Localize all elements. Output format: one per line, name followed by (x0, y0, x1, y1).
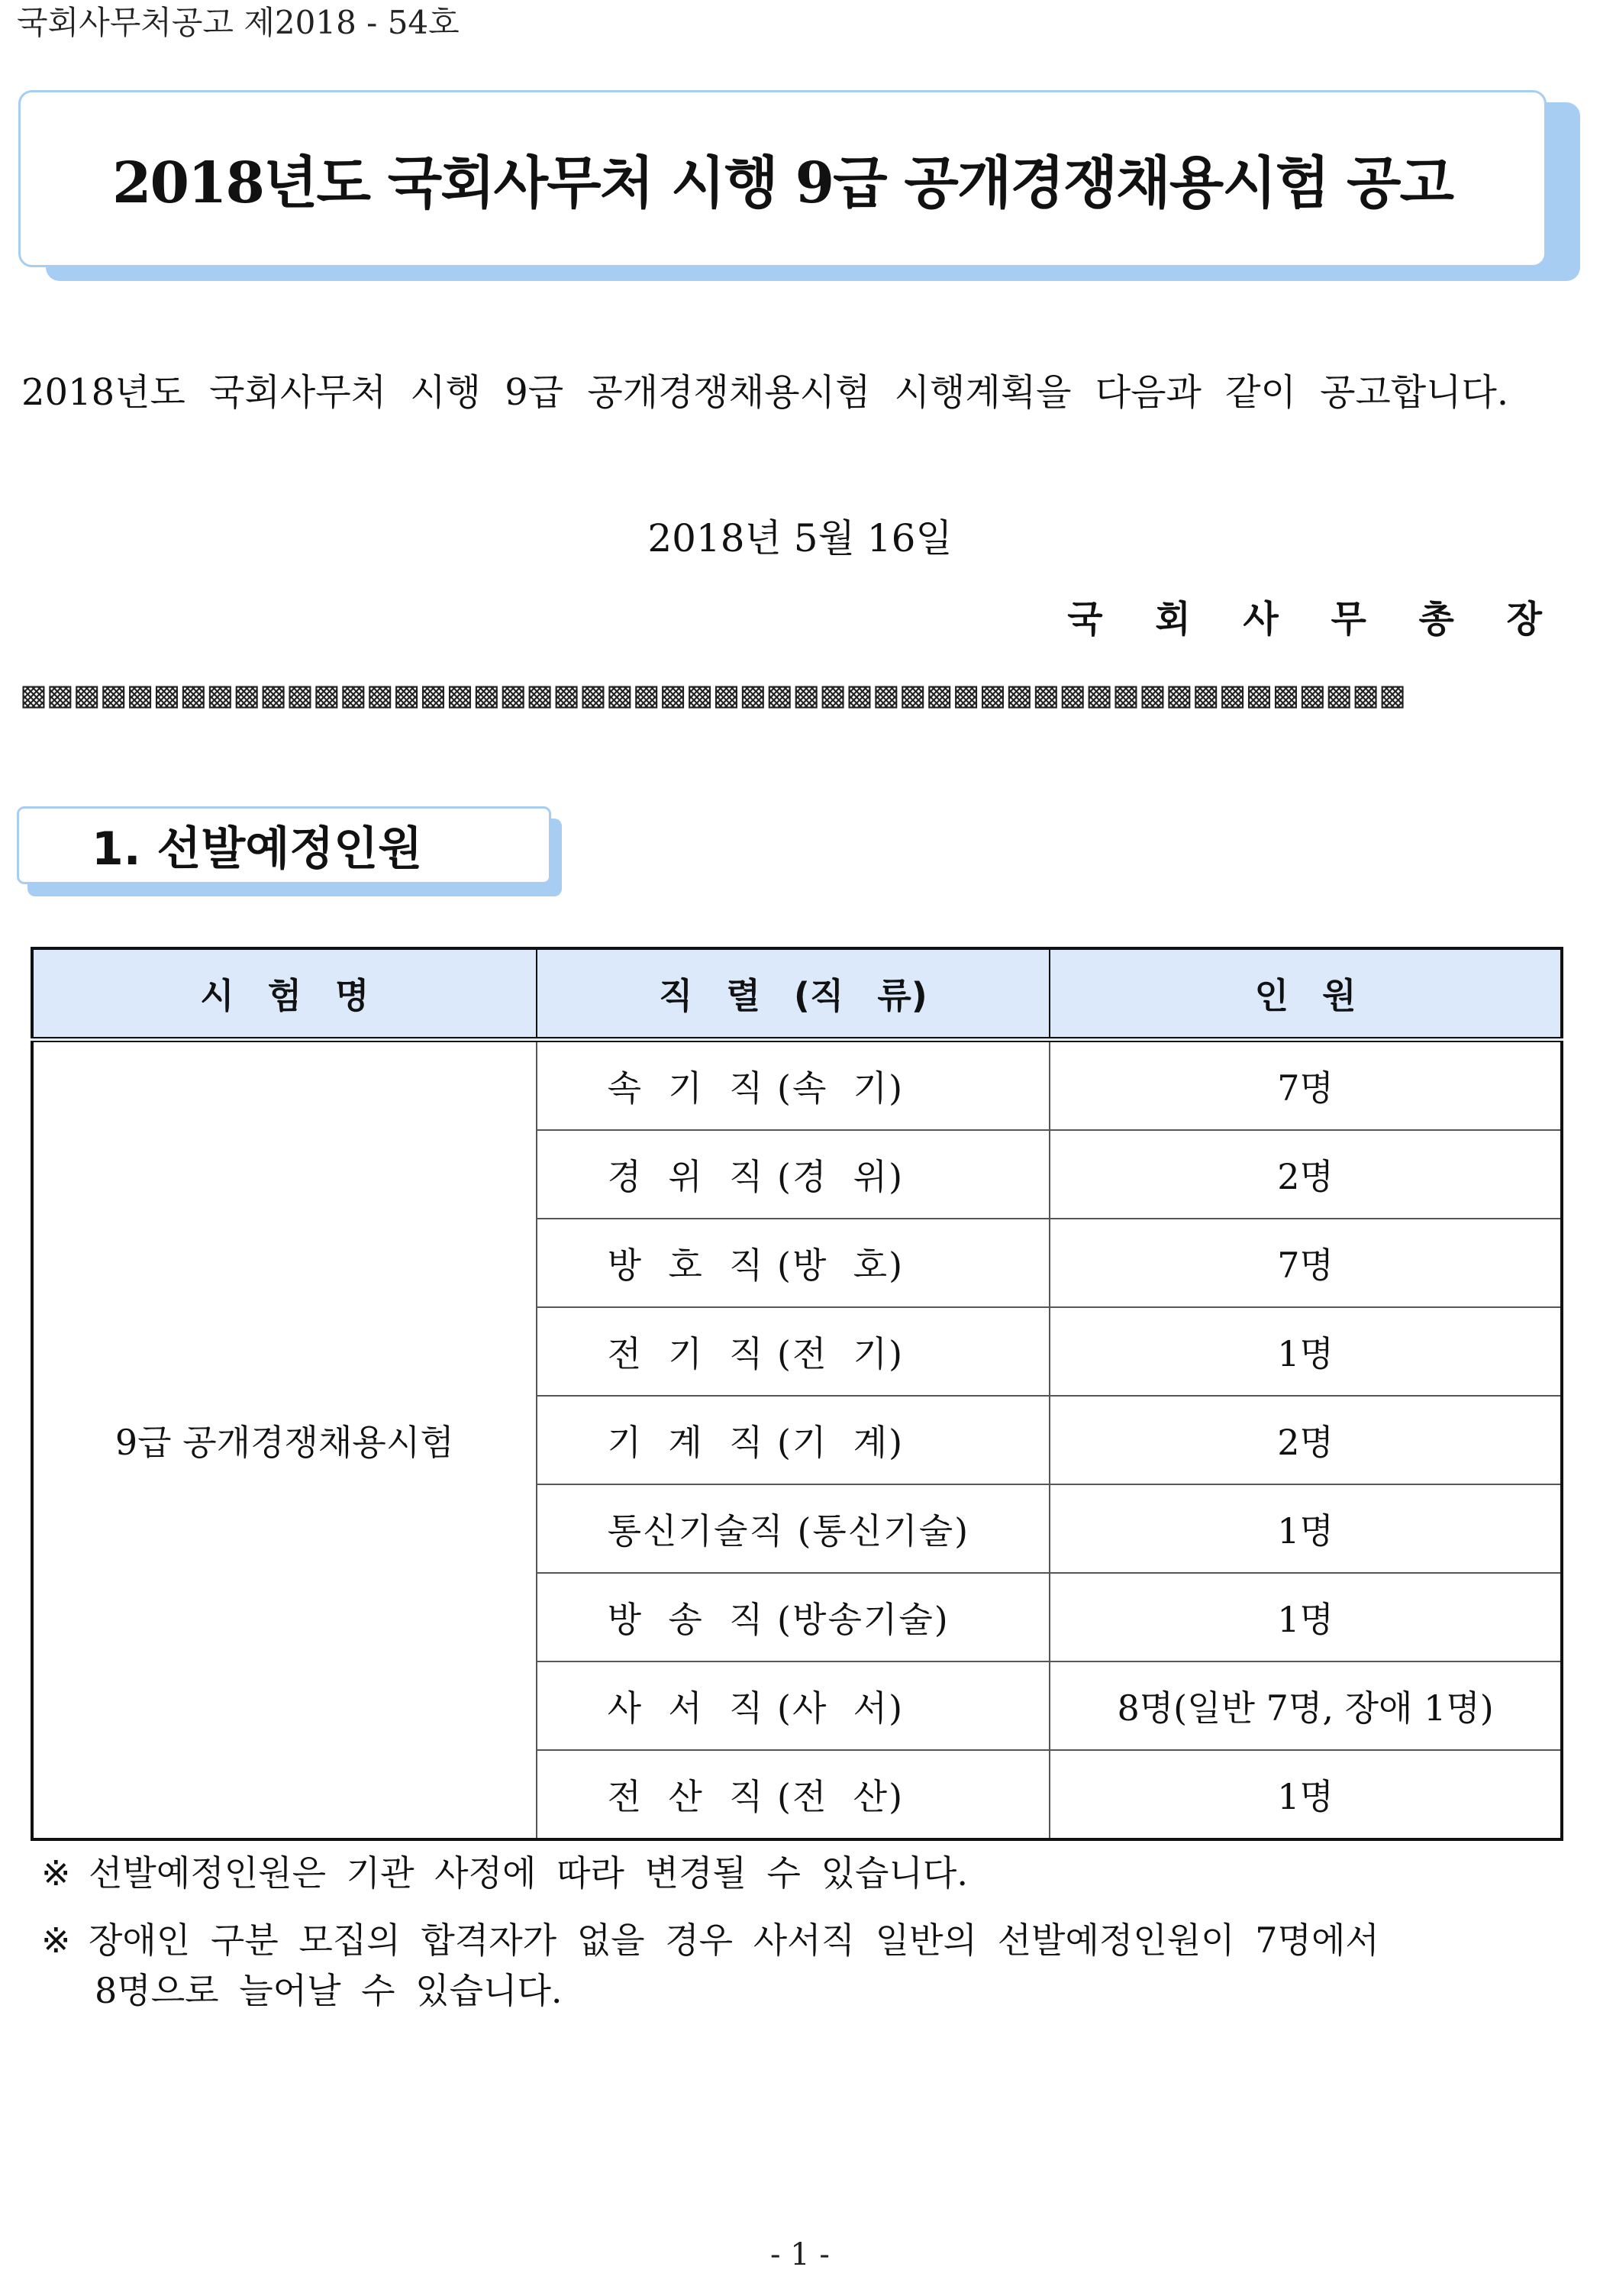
headcount-cell: 7명 (1050, 1219, 1562, 1307)
pattern-divider: ▩▩▩▩▩▩▩▩▩▩▩▩▩▩▩▩▩▩▩▩▩▩▩▩▩▩▩▩▩▩▩▩▩▩▩▩▩▩▩▩▩▩▩▩▩▩▩▩▩▩▩▩ (20, 681, 1405, 709)
headcount-cell: 2명 (1050, 1130, 1562, 1219)
note-2 (41, 1915, 1379, 2016)
issuer-signature: 국 회 사 무 총 장 (1067, 598, 1562, 641)
announcement-number: 국회사무처공고 제2018 - 54호 (17, 4, 460, 41)
headcount-cell: 1명 (1050, 1573, 1562, 1661)
headcount-cell: 8명(일반 7명, 장애 1명) (1050, 1661, 1562, 1750)
note-1 (41, 1848, 968, 1898)
note-mark: ※ (41, 1920, 71, 1961)
table-row (32, 1040, 1562, 1131)
intro-paragraph: 2018년도 국회사무처 시행 9급 공개경쟁채용시험 시행계획을 다음과 같이 공고합니다. (21, 371, 1509, 414)
note-mark: ※ (41, 1852, 71, 1894)
section-heading: 1. 선발예정인원 (92, 822, 423, 876)
position-cell: 방 송 직 (방송기술) (537, 1573, 1050, 1661)
note-text: 선발예정인원은 기관 사정에 따라 변경될 수 있습니다. (89, 1852, 968, 1894)
announcement-date: 2018년 5월 16일 (647, 516, 953, 560)
position-cell: 사 서 직 (사 서) (537, 1661, 1050, 1750)
position-cell: 경 위 직 (경 위) (537, 1130, 1050, 1219)
document-title: 2018년도 국회사무처 시행 9급 공개경쟁채용시험 공고 (112, 150, 1453, 216)
headcount-cell: 1명 (1050, 1307, 1562, 1396)
position-cell: 속 기 직 (속 기) (537, 1040, 1050, 1131)
headcount-cell: 7명 (1050, 1040, 1562, 1131)
position-cell: 전 기 직 (전 기) (537, 1307, 1050, 1396)
recruitment-table (31, 947, 1563, 1841)
position-cell: 통신기술직 (통신기술) (537, 1484, 1050, 1573)
exam-name-cell: 9급 공개경쟁채용시험 (32, 1040, 537, 1840)
position-cell: 전 산 직 (전 산) (537, 1750, 1050, 1839)
header-headcount: 인 원 (1050, 948, 1562, 1040)
headcount-cell: 1명 (1050, 1750, 1562, 1839)
page-number: - 1 - (770, 2237, 830, 2272)
headcount-cell: 2명 (1050, 1396, 1562, 1484)
note-text-continued: 8명으로 늘어날 수 있습니다. (95, 1970, 563, 2011)
header-position: 직 렬 (직 류) (537, 948, 1050, 1040)
table-header-row (32, 948, 1562, 1040)
note-text: 장애인 구분 모집의 합격자가 없을 경우 사서직 일반의 선발예정인원이 7명에서 (89, 1920, 1379, 1961)
position-cell: 기 계 직 (기 계) (537, 1396, 1050, 1484)
header-exam-name: 시 험 명 (32, 948, 537, 1040)
position-cell: 방 호 직 (방 호) (537, 1219, 1050, 1307)
headcount-cell: 1명 (1050, 1484, 1562, 1573)
